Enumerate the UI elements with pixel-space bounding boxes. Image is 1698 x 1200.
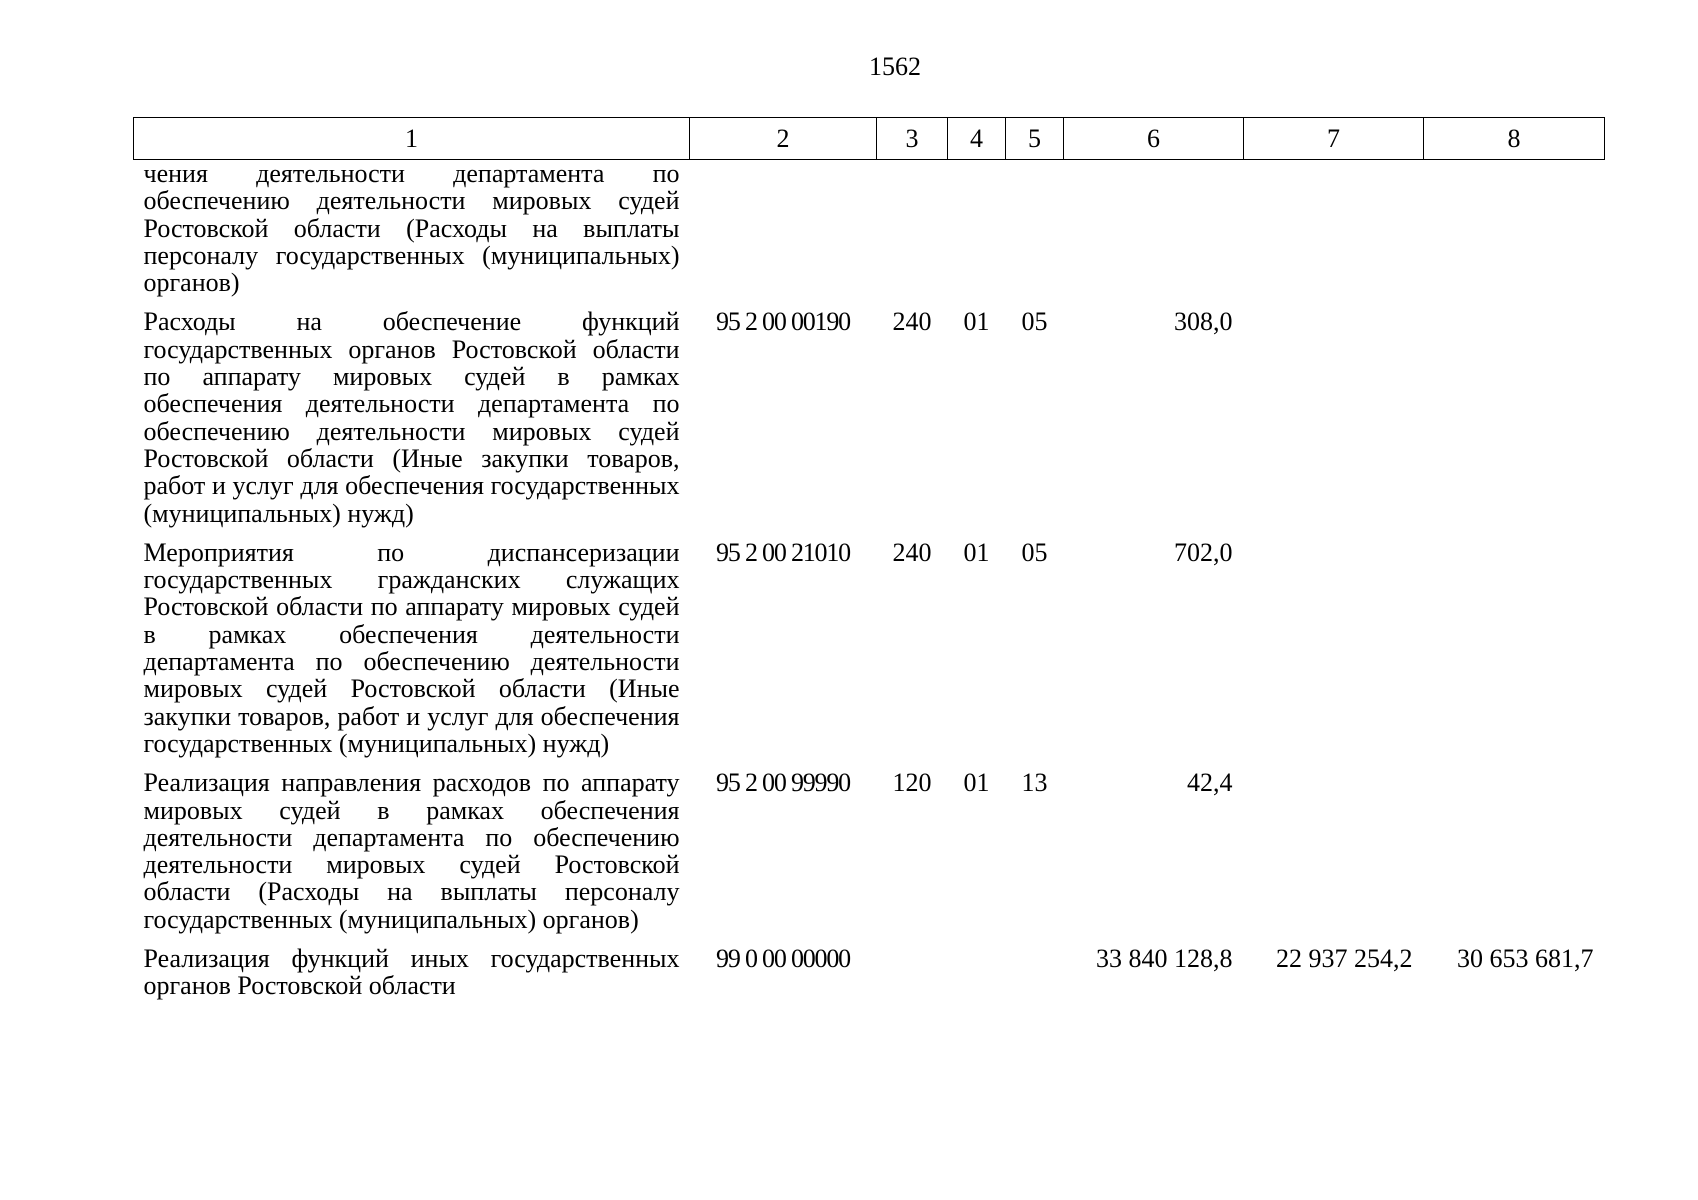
col-header-6: 6 (1064, 118, 1244, 160)
table-row (134, 160, 1605, 309)
amount-col-6: 308,0 (1174, 307, 1233, 337)
amount-col-6 (1064, 160, 1244, 309)
amount-col-6: 702,0 (1174, 537, 1233, 567)
header-row (134, 118, 1605, 160)
amount-col-8 (1424, 539, 1605, 769)
table-row (134, 539, 1605, 769)
budget-table-container (133, 117, 1604, 1000)
col-header-3: 3 (877, 118, 948, 160)
subsection-code (1006, 160, 1064, 309)
expense-type-code (877, 945, 948, 1000)
amount-col-8 (1424, 769, 1605, 945)
amount-col-8 (1424, 308, 1605, 538)
row-description: Реализация направления расходов по аппарату мировых судей в рамках обеспечения деятельности департамента по обеспечению деятельности мировых судей Ростовской области (Расходы на выплаты персоналу государственных (муниципальных) органов) (143, 768, 680, 934)
amount-col-7 (1244, 539, 1424, 769)
col-header-8: 8 (1424, 118, 1605, 160)
target-article-code: 95 2 00 99990 (716, 768, 850, 798)
budget-table (133, 117, 1605, 1000)
expense-type-code: 240 (892, 307, 932, 337)
row-description: Реализация функций иных государственных органов Ростовской области (143, 944, 680, 1001)
subsection-code: 05 (1021, 307, 1048, 337)
table-row (134, 945, 1605, 1000)
amount-col-6: 33 840 128,8 (1096, 944, 1233, 974)
col-header-7: 7 (1244, 118, 1424, 160)
expense-type-code: 120 (892, 768, 932, 798)
expense-type-code: 240 (892, 537, 932, 567)
row-description: Расходы на обеспечение функций государственных органов Ростовской области по аппарату мировых судей в рамках обеспечения деятельности департамента по обеспечению деятельности мировых судей Ростовской области (Иные закупки товаров, работ и услуг для обеспечения государственных (муниципальных) нужд) (143, 307, 680, 528)
subsection-code (1006, 945, 1064, 1000)
amount-col-8 (1424, 160, 1605, 309)
subsection-code: 13 (1021, 768, 1048, 798)
target-article-code: 95 2 00 00190 (716, 307, 850, 337)
amount-col-7: 22 937 254,2 (1276, 944, 1413, 974)
col-header-1: 1 (134, 118, 690, 160)
amount-col-8: 30 653 681,7 (1457, 944, 1594, 974)
target-article-code: 99 0 00 00000 (716, 944, 850, 974)
target-article-code (690, 160, 877, 309)
table-row (134, 308, 1605, 538)
page-number: 1562 (869, 52, 921, 81)
col-header-5: 5 (1006, 118, 1064, 160)
col-header-2: 2 (690, 118, 877, 160)
table-row (134, 769, 1605, 945)
row-description: Мероприятия по диспансеризации государственных гражданских служащих Ростовской области по аппарату мировых судей в рамках обеспечения деятельности департамента по обеспечению деятельности мировых судей Ростовской области (Иные закупки товаров, работ и услуг для обеспечения государственных (муниципальных) нужд) (143, 537, 680, 758)
col-header-4: 4 (948, 118, 1006, 160)
amount-col-7 (1244, 308, 1424, 538)
section-code: 01 (963, 768, 990, 798)
subsection-code: 05 (1021, 537, 1048, 567)
amount-col-7 (1244, 160, 1424, 309)
row-description: чения деятельности департамента по обеспечению деятельности мировых судей Ростовской области (Расходы на выплаты персоналу государственных (муниципальных) органов) (143, 159, 680, 298)
amount-col-6: 42,4 (1187, 768, 1233, 798)
section-code: 01 (963, 307, 990, 337)
amount-col-7 (1244, 769, 1424, 945)
section-code (948, 945, 1006, 1000)
section-code (948, 160, 1006, 309)
section-code: 01 (963, 537, 990, 567)
expense-type-code (877, 160, 948, 309)
target-article-code: 95 2 00 21010 (716, 537, 850, 567)
